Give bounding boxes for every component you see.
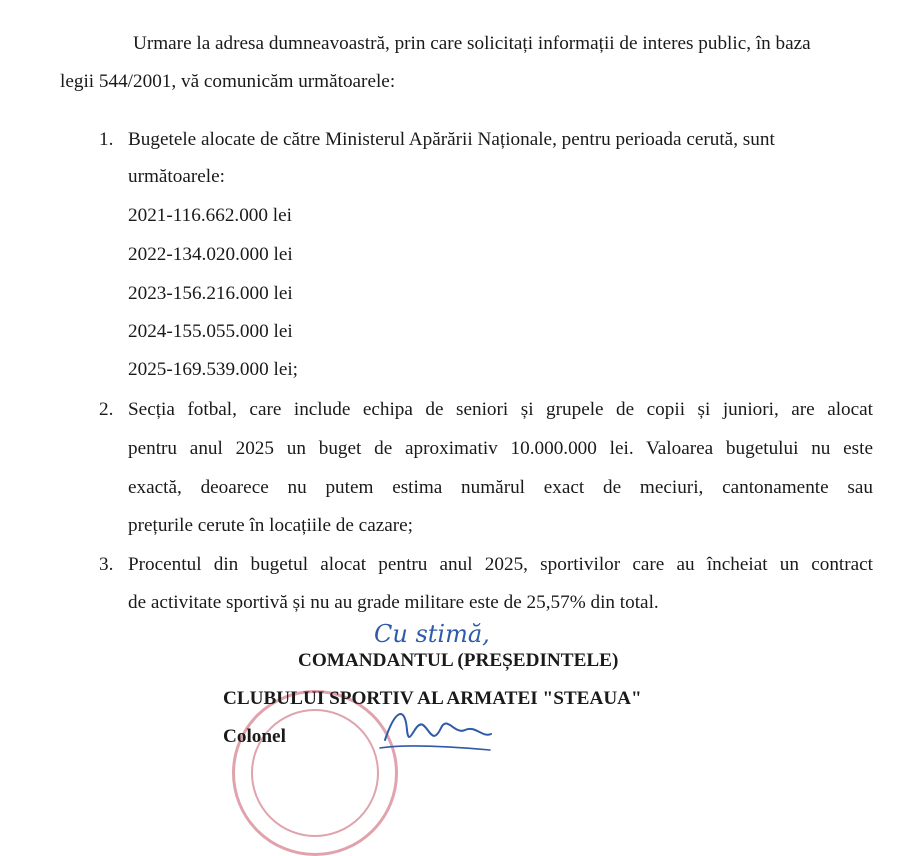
item-1-number: 1. <box>99 129 114 150</box>
handwritten-greeting <box>370 612 510 654</box>
item-2-line-4: prețurile cerute în locațiile de cazare; <box>128 515 413 536</box>
signatory-title-line-2: CLUBULUI SPORTIV AL ARMATEI "STEAUA" <box>223 688 642 709</box>
item-3-line-2: de activitate sportivă și nu au grade militare este de 25,57% din total. <box>128 592 659 613</box>
signatory-title-line-1: COMANDANTUL (PREȘEDINTELE) <box>298 650 619 671</box>
budget-2023: 2023-156.216.000 lei <box>128 283 293 304</box>
handwritten-greeting-text: Cu stimă, <box>374 620 490 648</box>
budget-2025: 2025-169.539.000 lei; <box>128 359 299 380</box>
intro-line-2: legii 544/2001, vă comunicăm următoarele: <box>60 71 396 92</box>
item-1-line-1: Bugetele alocate de către Ministerul Apărării Naționale, pentru perioada cerută, sunt <box>128 129 775 150</box>
item-2-number: 2. <box>99 399 114 420</box>
signatory-rank: Colonel <box>223 726 286 747</box>
budget-2021: 2021-116.662.000 lei <box>128 205 292 226</box>
item-1-line-2: următoarele: <box>128 166 225 187</box>
signature <box>375 700 495 755</box>
intro-line-1: Urmare la adresa dumneavoastră, prin care solicitați informații de interes public, în baza <box>133 33 811 54</box>
official-seal <box>232 690 398 856</box>
item-2-line-2: pentru anul 2025 un buget de aproximativ 10.000.000 lei. Valoarea bugetului nu este <box>128 438 873 459</box>
item-2-line-1: Secția fotbal, care include echipa de seniori și grupele de copii și juniori, are alocat <box>128 399 873 420</box>
item-2-line-3: exactă, deoarece nu putem estima numărul exact de meciuri, cantonamente sau <box>128 477 873 498</box>
item-3-number: 3. <box>99 554 114 575</box>
item-3-line-1: Procentul din bugetul alocat pentru anul 2025, sportivilor care au încheiat un contract <box>128 554 873 575</box>
budget-2022: 2022-134.020.000 lei <box>128 244 293 265</box>
budget-2024: 2024-155.055.000 lei <box>128 321 293 342</box>
